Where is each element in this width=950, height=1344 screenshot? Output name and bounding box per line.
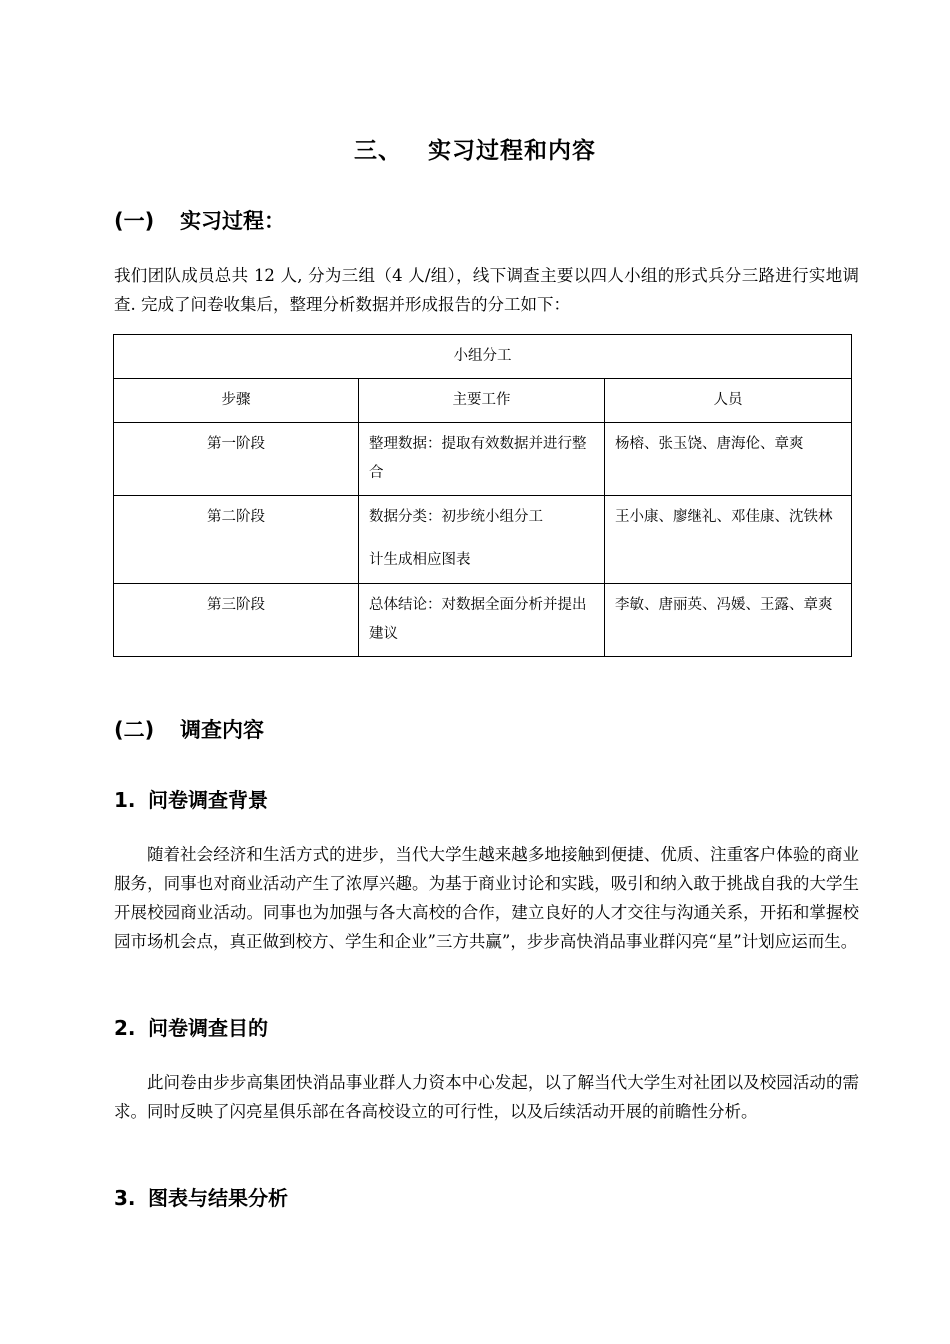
work-cell-line-2: 计生成相应图表 [369, 552, 471, 568]
people-cell: 李敏、唐丽英、冯媛、王露、章爽 [605, 584, 852, 657]
section-title-text: 实习过程和内容 [428, 138, 596, 164]
subsection-heading-process [114, 205, 285, 235]
table-row [114, 496, 852, 584]
subsection-title: 调查内容 [180, 718, 264, 742]
team-division-table [113, 334, 852, 657]
subsection-heading-content [114, 714, 264, 744]
table-row [114, 584, 852, 657]
subsection-title: 实习过程： [180, 209, 285, 233]
stage-cell: 第一阶段 [114, 423, 359, 496]
header-work: 主要工作 [359, 379, 605, 423]
header-step: 步骤 [114, 379, 359, 423]
item-heading-purpose [114, 1012, 268, 1041]
table-caption-row [114, 335, 852, 379]
intro-paragraph: 我们团队成员总共 12 人, 分为三组（4 人/组），线下调查主要以四人小组的形式兵分三路进行实地调查. 完成了问卷收集后，整理分析数据并形成报告的分工如下： [114, 266, 859, 314]
item-title: 图表与结果分析 [148, 1186, 288, 1210]
subsection-number: (二) [114, 718, 155, 742]
item-title: 问卷调查背景 [148, 788, 268, 812]
item-number: 3. [114, 1186, 136, 1210]
work-cell-line-1: 数据分类：初步统小组分工 [369, 509, 543, 525]
work-cell [359, 496, 605, 584]
item-number: 1. [114, 788, 136, 812]
item-title: 问卷调查目的 [148, 1016, 268, 1040]
section-number: 三、 [354, 138, 402, 164]
table-caption: 小组分工 [114, 335, 852, 379]
stage-cell: 第二阶段 [114, 496, 359, 584]
section-title [0, 132, 950, 165]
table-row [114, 423, 852, 496]
table-header-row [114, 379, 852, 423]
header-people: 人员 [605, 379, 852, 423]
people-cell: 杨榕、张玉饶、唐海伦、章爽 [605, 423, 852, 496]
work-cell: 整理数据：提取有效数据并进行整合 [359, 423, 605, 496]
purpose-paragraph: 此问卷由步步高集团快消品事业群人力资本中心发起，以了解当代大学生对社团以及校园活动的需求。同时反映了闪亮星俱乐部在各高校设立的可行性，以及后续活动开展的前瞻性分析。 [114, 1073, 859, 1121]
item-heading-analysis [114, 1182, 288, 1211]
item-number: 2. [114, 1016, 136, 1040]
people-cell: 王小康、廖继礼、邓佳康、沈铁林 [605, 496, 852, 584]
work-cell: 总体结论：对数据全面分析并提出建议 [359, 584, 605, 657]
subsection-number: (一) [114, 209, 155, 233]
stage-cell: 第三阶段 [114, 584, 359, 657]
background-paragraph: 随着社会经济和生活方式的进步，当代大学生越来越多地接触到便捷、优质、注重客户体验的商业服务，同事也对商业活动产生了浓厚兴趣。为基于商业讨论和实践，吸引和纳入敢于挑战自我的大学生开展校园商业活动。同事也为加强与各大高校的合作，建立良好的人才交往与沟通关系，开拓和掌握校园市场机会点，真正做到校方、学生和企业”三方共赢”，步步高快消品事业群闪亮“星”计划应运而生。 [114, 845, 859, 951]
item-heading-background [114, 784, 268, 813]
